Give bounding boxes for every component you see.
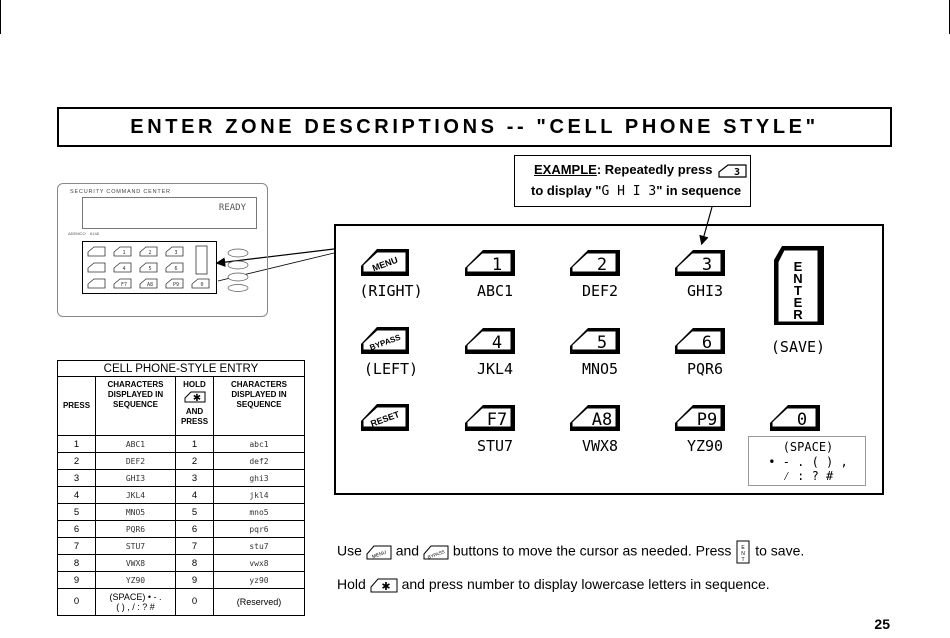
cell-upper: JKL4 [96,487,176,504]
example-text-2: to display " [531,183,602,198]
svg-text:T: T [741,557,745,563]
key-2 [570,250,620,276]
cell-hold: 9 [176,572,214,589]
cell-lower: vwx8 [214,555,305,572]
table-row [58,589,305,616]
cell-hold: 7 [176,538,214,555]
key-legend: BYPASS [368,332,402,353]
svg-text:0: 0 [200,282,204,288]
svg-text:1: 1 [122,250,126,256]
col-hold [176,377,214,436]
cell-upper-2: ( ) , / : ? # [116,602,155,612]
key-caption: STU7 [476,437,514,455]
key-caption: PQR6 [686,360,724,378]
cell-lower: pqr6 [214,521,305,538]
key-0 [770,405,820,431]
cell-upper: YZ90 [96,572,176,589]
key-legend: 6 [701,333,713,353]
table-row [58,453,305,470]
cell-upper: ABC1 [96,436,176,453]
svg-text:F7: F7 [120,282,128,288]
key-legend: P9 [696,410,718,430]
table-row [58,555,305,572]
instr1-a: Use [337,542,362,559]
cell-press: 6 [58,521,96,538]
cell-hold: 0 [176,589,214,616]
svg-text:MENU: MENU [371,549,388,561]
cell-lower: (Reserved) [214,589,305,616]
cell-press: 5 [58,504,96,521]
enter-letter: N [793,271,803,286]
enter-letter: T [794,283,802,298]
device-display-text: READY [218,203,246,213]
svg-text:✱: ✱ [192,393,201,404]
menu-key-icon [366,543,392,561]
cell-upper: PQR6 [96,521,176,538]
cell-upper: MNO5 [96,504,176,521]
col-chars-lower: CHARACTERS DISPLAYED IN SEQUENCE [214,377,305,436]
cell-lower: def2 [214,453,305,470]
page-number: 25 [874,616,890,632]
key-5 [570,328,620,354]
col-hold-label: HOLD [183,380,206,389]
svg-text:✱: ✱ [381,581,391,594]
cell-upper: VWX8 [96,555,176,572]
table-row [58,487,305,504]
example-text-3: " in sequence [656,183,742,198]
instr2-b: and press number to display lowercase letters in sequence. [401,576,770,592]
key-9 [675,405,725,431]
cell-press: 9 [58,572,96,589]
svg-text:4: 4 [122,266,126,272]
cell-press: 0 [58,589,96,616]
cell-hold: 5 [176,504,214,521]
svg-text:P9: P9 [172,282,180,288]
table-caption: CELL PHONE-STYLE ENTRY [58,361,305,377]
svg-text:BYPASS: BYPASS [426,549,446,560]
table-row [58,538,305,555]
table-row [58,504,305,521]
key-caption: (LEFT) [363,360,419,378]
svg-text:3: 3 [734,166,741,178]
example-text: : Repeatedly press [596,162,713,177]
cell-lower: ghi3 [214,470,305,487]
key-legend: A8 [591,410,613,430]
key-reset [361,404,409,431]
page-title: ENTER ZONE DESCRIPTIONS -- "CELL PHONE STYLE" [130,115,819,138]
svg-text:2: 2 [148,250,152,256]
key-caption: DEF2 [581,282,619,300]
space-key-legend [748,436,866,486]
device-brand: ADEMCO [68,231,86,236]
svg-text:5: 5 [148,266,152,272]
key-3 [675,250,725,276]
key-legend: 4 [491,333,503,353]
cell-lower: jkl4 [214,487,305,504]
key-legend: F7 [486,410,508,430]
space-legend-line-1: (SPACE) [782,440,834,454]
cell-upper: STU7 [96,538,176,555]
col-press: PRESS [58,377,96,436]
star-key-icon [370,576,398,594]
key-caption: (RIGHT) [359,282,423,300]
key-legend: 0 [796,410,808,430]
space-legend-line-2: • - . ( ) , [768,455,848,469]
cell-press: 7 [58,538,96,555]
key-caption: VWX8 [581,437,619,455]
svg-text:3: 3 [174,250,178,256]
cell-hold: 2 [176,453,214,470]
cell-press: 4 [58,487,96,504]
cell-upper-1: (SPACE) • - . [109,592,162,602]
device-model: 6148 [90,231,99,236]
svg-text:E: E [741,545,745,551]
key-enter [774,246,824,325]
key-caption: MNO5 [581,360,619,378]
table-row [58,572,305,589]
cell-press: 3 [58,470,96,487]
table-row [58,470,305,487]
instruction-line-2 [337,576,770,594]
key-caption: ABC1 [476,282,514,300]
cell-lower: mno5 [214,504,305,521]
enter-key-icon [735,540,751,564]
instr1-b: and [395,542,420,559]
cell-upper: GHI3 [96,470,176,487]
cell-hold: 4 [176,487,214,504]
key-1 [465,250,515,276]
key-legend: 5 [596,333,608,353]
key-caption: YZ90 [686,437,724,455]
device-header: SECURITY COMMAND CENTER [70,189,171,195]
cell-press: 8 [58,555,96,572]
key-8 [570,405,620,431]
svg-text:6: 6 [174,266,178,272]
key-caption: JKL4 [476,360,514,378]
cell-upper: DEF2 [96,453,176,470]
key-bypass [361,327,409,354]
cell-lower: stu7 [214,538,305,555]
cell-press: 1 [58,436,96,453]
svg-text:A8: A8 [146,282,154,288]
key-legend: 3 [701,255,713,275]
table-row [58,436,305,453]
key-legend: MENU [370,254,400,274]
key-7 [465,405,515,431]
key-caption: GHI3 [686,282,724,300]
enter-letter: E [793,259,803,274]
col-and-press-label: AND PRESS [180,407,209,426]
key-menu [361,249,409,276]
cell-hold: 1 [176,436,214,453]
cell-phone-entry-table [57,360,305,616]
instruction-line-1 [337,540,804,564]
cell-hold: 6 [176,521,214,538]
cell-press: 2 [58,453,96,470]
cell-hold: 8 [176,555,214,572]
key-4 [465,328,515,354]
key-legend: 1 [491,255,503,275]
instr1-c: buttons to move the cursor as needed. Press [452,542,732,559]
enter-letter: E [793,295,803,310]
key-legend: 2 [596,255,608,275]
key-caption: (SAVE) [770,338,826,356]
key-legend: RESET [369,409,401,429]
example-sequence: G H I 3 [601,184,657,199]
cell-upper [96,589,176,616]
instr2-a: Hold [337,576,366,592]
svg-text:N: N [741,551,746,557]
key-6 [675,328,725,354]
star-key-icon [184,390,206,404]
col-chars-upper: CHARACTERS DISPLAYED IN SEQUENCE [96,377,176,436]
bypass-key-icon [423,543,449,561]
enter-letter: R [793,307,803,322]
instr1-d: to save. [755,542,805,559]
cell-hold: 3 [176,470,214,487]
cell-lower: abc1 [214,436,305,453]
example-label: EXAMPLE [534,162,597,177]
table-row [58,521,305,538]
space-legend-line-3: ⁄ : ? # [782,469,834,483]
cell-lower: yz90 [214,572,305,589]
